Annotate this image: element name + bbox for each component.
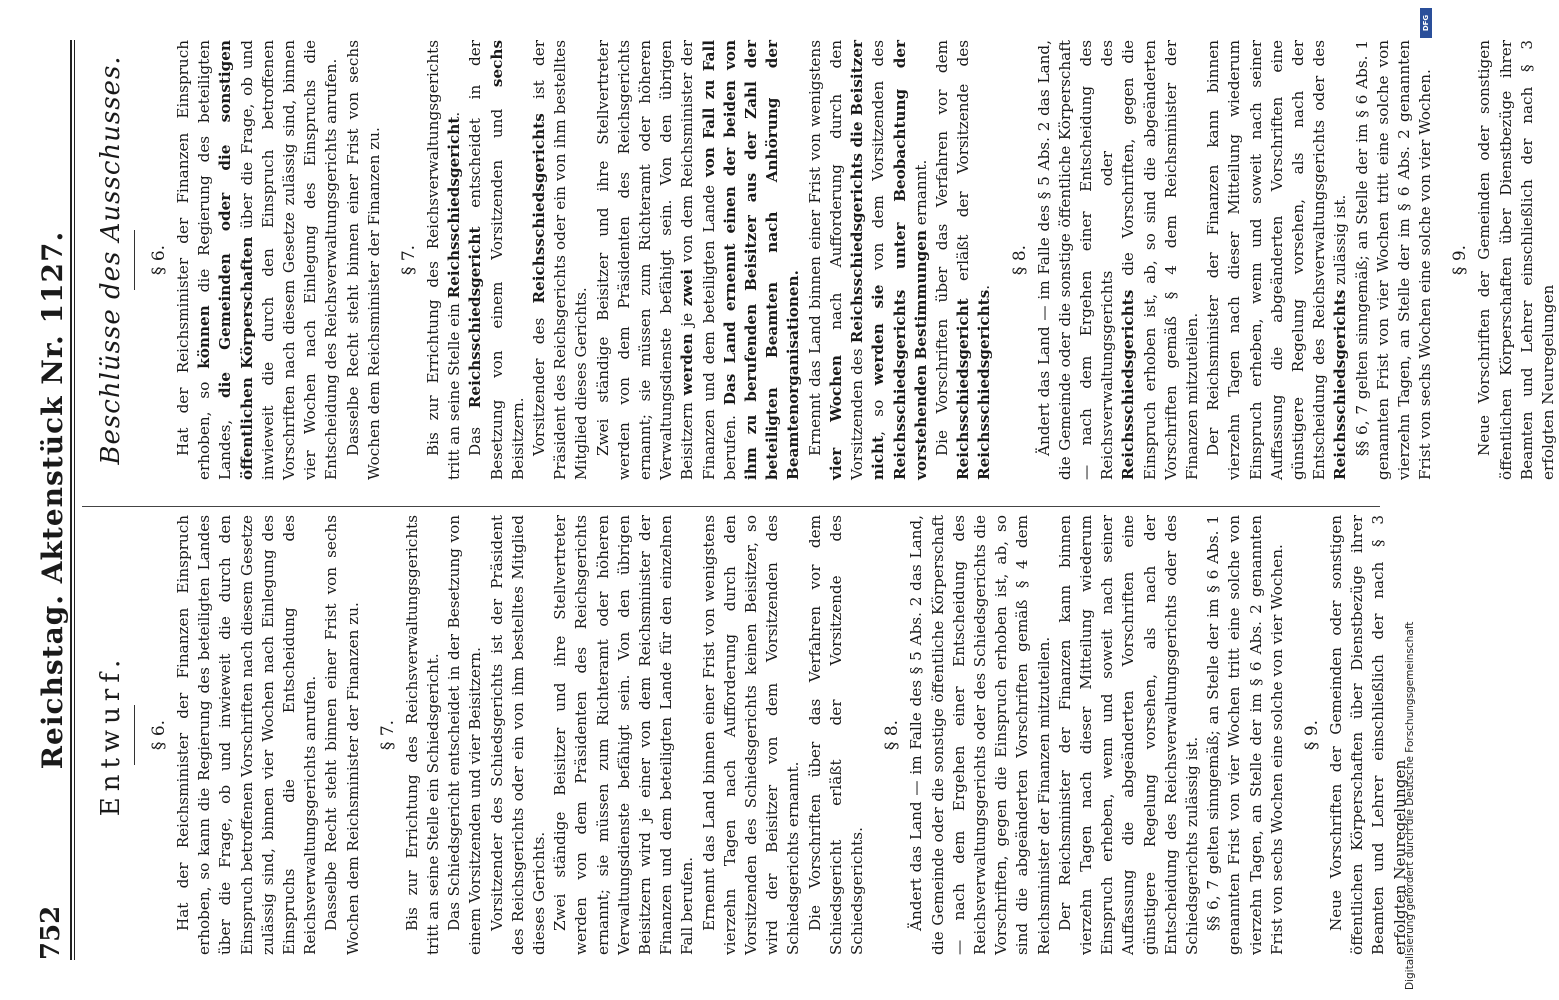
section-paragraph: Neue Vorschriften der Gemeinden oder sonstigen öffentlichen Körperschaften über Dienstbezüge ihrer Beamten und Lehrer einschließlich der nach § 3 erfolgten Neuregelungen — [1475, 40, 1557, 480]
column-divider — [82, 506, 1380, 507]
emphasized-amendment: Das Land ernennt einen der beiden von ihm zu berufenden Beisitzer aus der Zahl der beteiligten Beamten nach Anhörung der Beamtenorganisationen. — [720, 40, 803, 480]
section-paragraph: Zwei ständige Beisitzer und ihre Stellvertreter werden von dem Präsidenten des Reichsgerichts ernannt; sie müssen zum Richteramt oder höheren Verwaltungsdienste befähigt sein. Von den übrigen Beisitzern wird je einer von dem Reichsminister der Finanzen und dem beteiligten Lande für den einzelnen Fall berufen. — [551, 515, 697, 955]
section-paragraph: Zwei ständige Beisitzer und ihre Stellvertreter werden von dem Präsidenten des Reichsgerichts ernannt; sie müssen zum Richteramt oder höheren Verwaltungsdienste befähigt sein. Von den übrigen Beisitzern werden je zwei von dem Reichsminister der Finanzen und dem beteiligten Lande von Fall zu Fall berufen. Das Land ernennt einen der beiden von ihm zu berufenden Beisitzer aus der Zahl der beteiligten Beamten nach Anhörung der Beamtenorganisationen. — [593, 40, 803, 480]
section-paragraph: Die Vorschriften über das Verfahren vor dem Schiedsgericht erläßt der Vorsitzende des Schiedsgerichts. — [805, 515, 867, 955]
emphasized-amendment: Reichsschiedsgerichts — [1331, 289, 1350, 480]
section-paragraph: Ernennt das Land binnen einer Frist von wenigstens vier Wochen nach Aufforderung durch den Vorsitzenden des Reichsschiedsgerichts die Beisitzer nicht, so werden sie von dem Vorsitzenden des Reichsschiedsgerichts unter Beobachtung der vorstehenden Bestimmungen ernannt. — [805, 39, 930, 480]
emphasized-amendment: Reichsschiedsgerichts — [975, 289, 994, 480]
emphasized-amendment: die Gemeinden oder die sonstigen öffentlichen Körperschaften — [216, 40, 256, 480]
section-paragraph: Hat der Reichsminister der Finanzen Einspruch erhoben, so kann die Regierung des beteiligten Landes über die Frage, ob und inwieweit die durch den Einspruch betroffenen Vorschriften nach diesem Gesetze zulässig sind, binnen vier Wochen nach Einlegung des Einspruchs die Entscheidung des Reichsverwaltungsgerichts anrufen. — [174, 515, 320, 955]
section-paragraph: Ernennt das Land binnen einer Frist von wenigstens vierzehn Tagen nach Aufforderung durch den Vorsitzenden des Schiedsgerichts keinen Beisitzer, so wird der Beisitzer von dem Vorsitzenden des Schiedsgerichts ernannt. — [699, 515, 803, 955]
section-heading: § 7. — [377, 719, 398, 751]
committee-column-title: Beschlüsse des Ausschusses. — [96, 55, 126, 465]
section-paragraph: Das Schiedsgericht entscheidet in der Besetzung von einem Vorsitzenden und vier Beisitzern. — [445, 515, 485, 955]
emphasized-amendment: Reichsschiedsgericht — [445, 116, 464, 299]
draft-sections — [149, 515, 1411, 955]
digitization-note: Digitalisierung gefördert durch die Deutsche Forschungsgemeinschaft — [1404, 621, 1416, 990]
section-heading: § 7. — [399, 244, 420, 276]
emphasized-amendment: werden — [678, 333, 697, 396]
section-heading: § 8. — [1009, 244, 1030, 276]
section-heading: § 9. — [1450, 244, 1471, 276]
emphasized-amendment: Reichsschiedsgericht — [466, 226, 485, 409]
committee-sections — [149, 40, 1559, 480]
section-paragraph: Das Reichsschiedsgericht entscheidet in der Besetzung von einem Vorsitzenden und sechs Beisitzern. — [466, 40, 527, 480]
emphasized-amendment: werden sie — [869, 284, 888, 386]
section-paragraph: Neue Vorschriften der Gemeinden oder sonstigen öffentlichen Körperschaften über Dienstbezüge ihrer Beamten und Lehrer einschließlich der nach § 3 erfolgten Neuregelungen — [1326, 515, 1409, 955]
emphasized-amendment: von Fall zu Fall — [699, 40, 718, 178]
title-rule — [134, 705, 135, 765]
emphasized-amendment: Reichsschiedsgericht — [954, 298, 973, 480]
section-paragraph: Ändert das Land — im Falle des § 5 Abs. 2 das Land, die Gemeinde oder die sonstige öffentliche Körperschaft — nach dem Ergehen einer Entscheidung des Reichsverwaltungsgerichts oder des Reichsschiedsgerichts die Vorschriften, gegen die Einspruch erhoben ist, ab, so sind die abgeänderten Vorschriften gemäß § 4 dem Reichsminister der Finanzen mitzuteilen. — [1034, 40, 1201, 480]
emphasized-amendment: können — [195, 305, 214, 369]
draft-column — [82, 515, 1409, 955]
section-paragraph: Dasselbe Recht steht binnen einer Frist von sechs Wochen dem Reichsminister der Finanzen zu. — [343, 40, 383, 480]
dfg-logo-text: DFG — [1422, 14, 1430, 32]
section-paragraph: Bis zur Errichtung des Reichsverwaltungsgerichts tritt an seine Stelle ein Reichsschiedsgericht. — [424, 40, 464, 480]
emphasized-amendment: vier Wochen — [826, 355, 845, 480]
section-paragraph: Der Reichsminister der Finanzen kann binnen vierzehn Tagen nach dieser Mitteilung wiederum Einspruch erheben, wenn und soweit nach seiner Auffassung die abgeänderten Vorschriften eine günstigere Regelung vorsehen, als nach der Entscheidung des Reichsverwaltungsgerichts oder des Schiedsgerichts zulässig ist. — [1055, 515, 1201, 955]
section-heading: § 6. — [149, 719, 169, 751]
document-header-title: Reichstag. Aktenstück Nr. 1127. — [36, 230, 69, 770]
committee-column — [82, 39, 1557, 480]
section-paragraph: Bis zur Errichtung des Reichsverwaltungsgerichts tritt an seine Stelle ein Schiedsgericht. — [402, 515, 443, 955]
emphasized-amendment: Reichsschiedsgerichts — [1119, 289, 1138, 480]
header-rule — [70, 40, 75, 960]
section-paragraph: §§ 6, 7 gelten sinngemäß; an Stelle der im § 6 Abs. 1 genannten Frist von vier Wochen tritt eine solche von vierzehn Tagen, an Stelle der im § 6 Abs. 2 genannten Frist von sechs Wochen eine solche von vier Wochen. — [1352, 40, 1435, 480]
section-heading: § 6. — [149, 244, 169, 276]
section-paragraph: Dasselbe Recht steht binnen einer Frist von sechs Wochen dem Reichsminister der Finanzen zu. — [322, 515, 362, 955]
section-paragraph: Vorsitzender des Schiedsgerichts ist der Präsident des Reichsgerichts oder ein von ihm bestelltes Mitglied dieses Gerichts. — [487, 515, 549, 955]
section-paragraph: Der Reichsminister der Finanzen kann binnen vierzehn Tagen nach dieser Mitteilung wiederum Einspruch erheben, wenn und soweit nach seiner Auffassung die abgeänderten Vorschriften eine günstigere Regelung vorsehen, als nach der Entscheidung des Reichsverwaltungsgerichts oder des Reichsschiedsgerichts zulässig ist. — [1204, 40, 1350, 480]
section-paragraph: Die Vorschriften über das Verfahren vor dem Reichsschiedsgericht erläßt der Vorsitzende des Reichsschiedsgerichts. — [932, 40, 994, 480]
page-number: 752 — [36, 905, 66, 960]
draft-column-title: Entwurf. — [96, 653, 126, 817]
emphasized-amendment: Reichsschiedsgerichts — [530, 113, 549, 304]
section-paragraph: Hat der Reichsminister der Finanzen Einspruch erhoben, so können die Regierung des beteiligten Landes, die Gemeinden oder die sonstigen öffentlichen Körperschaften über die Frage, ob und inwieweit die durch den Einspruch betroffenen Vorschriften nach diesem Gesetze zulässig sind, binnen vier Wochen nach Einlegung des Einspruchs die Entscheidung des Reichsverwaltungsgerichts anrufen. — [174, 40, 341, 480]
emphasized-amendment: Reichsschiedsgerichts die Beisitzer nicht — [848, 39, 888, 480]
dfg-logo — [1420, 8, 1432, 38]
emphasized-amendment: Reichsschiedsgerichts unter Beobachtung der vorstehenden Bestimmungen — [890, 40, 930, 480]
section-paragraph: Vorsitzender des Reichsschiedsgerichts ist der Präsident des Reichsgerichts oder ein von ihm bestelltes Mitglied dieses Gerichts. — [530, 40, 591, 480]
title-rule — [134, 230, 135, 290]
emphasized-amendment: sechs — [487, 40, 506, 88]
section-paragraph: §§ 6, 7 gelten sinngemäß; an Stelle der im § 6 Abs. 1 genannten Frist von vier Wochen tritt eine solche von vierzehn Tagen, an Stelle der im § 6 Abs. 2 genannten Frist von sechs Wochen eine solche von vier Wochen. — [1204, 515, 1286, 955]
section-paragraph: Ändert das Land — im Falle des § 5 Abs. 2 das Land, die Gemeinde oder die sonstige öffentliche Körperschaft — nach dem Ergehen einer Entscheidung des Reichsverwaltungsgerichts oder des Schiedsgerichts die Vorschriften, gegen die Einspruch erhoben ist, ab, so sind die abgeänderten Vorschriften gemäß § 4 dem Reichsminister der Finanzen mitzuteilen. — [907, 515, 1053, 955]
section-heading: § 9. — [1301, 719, 1322, 751]
section-heading: § 8. — [882, 719, 903, 751]
emphasized-amendment: zwei — [678, 269, 697, 307]
